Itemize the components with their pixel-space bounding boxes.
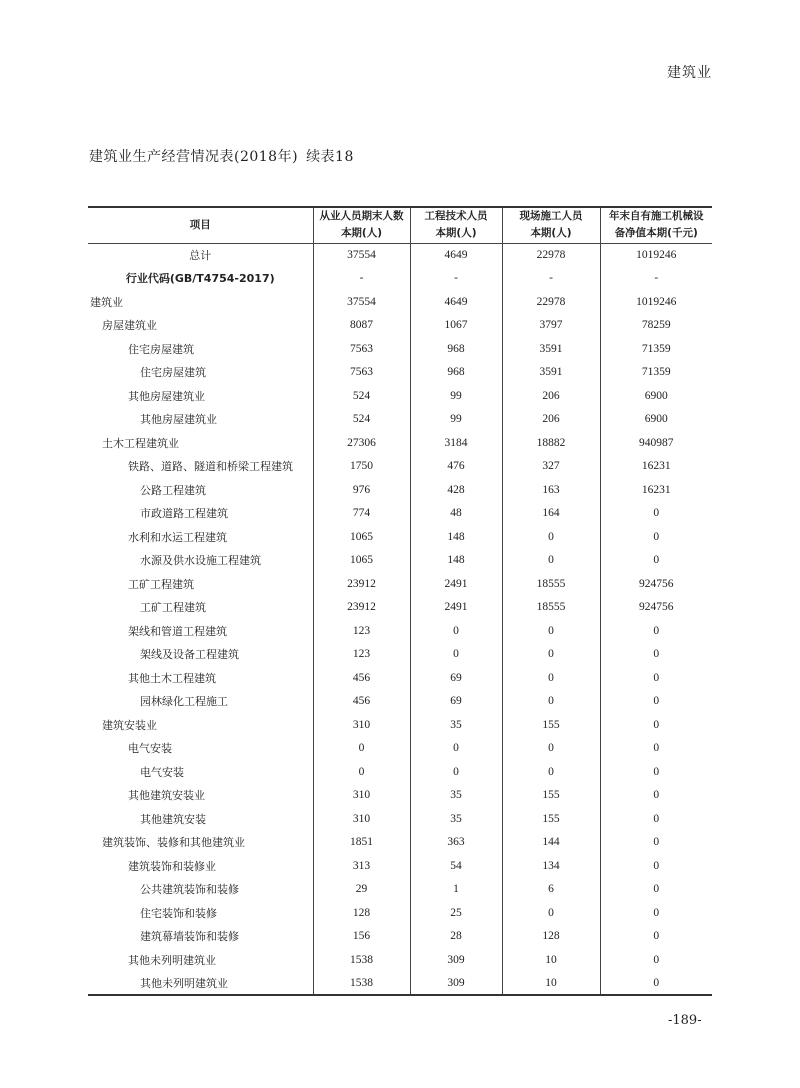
- cell-value: 99: [410, 408, 502, 432]
- cell-value: 155: [502, 807, 600, 831]
- cell-value: 48: [410, 502, 502, 526]
- cell-value: 524: [313, 384, 410, 408]
- cell-value: 428: [410, 478, 502, 502]
- table-row: [88, 478, 712, 502]
- cell-value: 0: [600, 690, 712, 714]
- header-line: 本期(人): [340, 227, 383, 240]
- cell-value: 0: [600, 831, 712, 855]
- cell-value: 0: [502, 643, 600, 667]
- cell-value: 69: [410, 666, 502, 690]
- cell-value: 313: [313, 854, 410, 878]
- row-label: 其他建筑安装: [140, 812, 206, 826]
- table-row: [88, 408, 712, 432]
- table-row: [88, 666, 712, 690]
- cell-value: 0: [502, 549, 600, 573]
- cell-value: 37554: [313, 243, 410, 267]
- cell-value: 4649: [410, 290, 502, 314]
- cell-value: 156: [313, 925, 410, 949]
- header-employees: [313, 207, 410, 243]
- cell-value: 0: [600, 854, 712, 878]
- header-line: 年末自有施工机械设: [609, 210, 704, 223]
- cell-value: 8087: [313, 314, 410, 338]
- row-label: 总计: [189, 249, 212, 262]
- row-label: 建筑装饰、装修和其他建筑业: [102, 836, 245, 850]
- cell-value: 123: [313, 619, 410, 643]
- cell-value: 7563: [313, 337, 410, 361]
- row-label: 水源及供水设施工程建筑: [140, 554, 261, 568]
- row-label: 其他未列明建筑业: [128, 953, 216, 967]
- header-line: 现场施工人员: [519, 210, 583, 223]
- cell-value: 524: [313, 408, 410, 432]
- row-label: 市政道路工程建筑: [140, 507, 228, 521]
- cell-value: 37554: [313, 290, 410, 314]
- cell-value: 123: [313, 643, 410, 667]
- cell-value: 0: [600, 760, 712, 784]
- table-header-row: [88, 207, 712, 243]
- cell-value: 71359: [600, 361, 712, 385]
- cell-value: 0: [600, 737, 712, 761]
- table-row: [88, 525, 712, 549]
- cell-value: 163: [502, 478, 600, 502]
- table-row: [88, 854, 712, 878]
- cell-value: 2491: [410, 572, 502, 596]
- table-row: [88, 901, 712, 925]
- cell-value: 1065: [313, 549, 410, 573]
- cell-value: 310: [313, 807, 410, 831]
- statistics-table: [88, 206, 712, 996]
- cell-value: 71359: [600, 337, 712, 361]
- header-line: 本期(人): [435, 227, 477, 240]
- cell-value: 976: [313, 478, 410, 502]
- table-row: [88, 455, 712, 479]
- cell-value: 310: [313, 784, 410, 808]
- table-row: [88, 502, 712, 526]
- cell-value: 0: [502, 901, 600, 925]
- cell-value: 3591: [502, 337, 600, 361]
- cell-value: 1065: [313, 525, 410, 549]
- cell-value: 0: [502, 619, 600, 643]
- table-title: 建筑业生产经营情况表(2018年): [89, 149, 299, 165]
- cell-value: 309: [410, 972, 502, 996]
- cell-value: 0: [410, 737, 502, 761]
- cell-value: 0: [410, 643, 502, 667]
- cell-value: 18555: [502, 572, 600, 596]
- cell-value: 0: [600, 619, 712, 643]
- cell-value: 18555: [502, 596, 600, 620]
- row-label: 建筑安装业: [102, 718, 157, 732]
- table-row: [88, 948, 712, 972]
- cell-value: 0: [600, 948, 712, 972]
- cell-value: 134: [502, 854, 600, 878]
- cell-value: 0: [600, 643, 712, 667]
- row-label: 建筑幕墙装饰和装修: [140, 930, 239, 944]
- cell-value: 1750: [313, 455, 410, 479]
- cell-value: 0: [502, 760, 600, 784]
- cell-value: 968: [410, 337, 502, 361]
- row-label: 公共建筑装饰和装修: [140, 883, 239, 897]
- cell-value: 29: [313, 878, 410, 902]
- row-label: 公路工程建筑: [140, 483, 206, 497]
- table-row: [88, 267, 712, 291]
- cell-value: -: [313, 267, 410, 291]
- cell-value: 309: [410, 948, 502, 972]
- cell-value: 363: [410, 831, 502, 855]
- cell-value: 28: [410, 925, 502, 949]
- table-row: [88, 314, 712, 338]
- header-site-workers: [502, 207, 600, 243]
- row-label: 园林绿化工程施工: [140, 695, 228, 709]
- cell-value: 1538: [313, 972, 410, 996]
- cell-value: 6: [502, 878, 600, 902]
- cell-value: 924756: [600, 596, 712, 620]
- cell-value: 10: [502, 948, 600, 972]
- cell-value: 10: [502, 972, 600, 996]
- row-label: 其他房屋建筑业: [140, 413, 217, 427]
- cell-value: 1851: [313, 831, 410, 855]
- header-line: 工程技术人员: [424, 210, 488, 223]
- cell-value: 940987: [600, 431, 712, 455]
- cell-value: 78259: [600, 314, 712, 338]
- cell-value: 25: [410, 901, 502, 925]
- table-row: [88, 972, 712, 996]
- table-row: [88, 431, 712, 455]
- table-row: [88, 690, 712, 714]
- cell-value: 144: [502, 831, 600, 855]
- cell-value: 22978: [502, 243, 600, 267]
- cell-value: 4649: [410, 243, 502, 267]
- cell-value: 3797: [502, 314, 600, 338]
- row-label: 住宅房屋建筑: [140, 366, 206, 380]
- cell-value: 0: [502, 666, 600, 690]
- cell-value: 99: [410, 384, 502, 408]
- cell-value: 35: [410, 784, 502, 808]
- cell-value: 1: [410, 878, 502, 902]
- header-technical-staff: [410, 207, 502, 243]
- table-caption: [89, 146, 354, 166]
- table-row: [88, 807, 712, 831]
- row-label: 工矿工程建筑: [140, 601, 206, 615]
- cell-value: 3184: [410, 431, 502, 455]
- row-label: 其他房屋建筑业: [128, 389, 205, 403]
- header-line: 备净值本期(千元): [614, 227, 698, 240]
- cell-value: 0: [600, 502, 712, 526]
- cell-value: 0: [600, 525, 712, 549]
- cell-value: -: [600, 267, 712, 291]
- cell-value: 310: [313, 713, 410, 737]
- cell-value: 128: [313, 901, 410, 925]
- cell-value: 0: [313, 737, 410, 761]
- cell-value: 968: [410, 361, 502, 385]
- cell-value: 0: [600, 901, 712, 925]
- table-row: [88, 549, 712, 573]
- cell-value: 0: [600, 666, 712, 690]
- table-row: [88, 384, 712, 408]
- cell-value: 0: [600, 807, 712, 831]
- cell-value: 0: [502, 690, 600, 714]
- table-row: [88, 760, 712, 784]
- cell-value: 16231: [600, 478, 712, 502]
- cell-value: 206: [502, 384, 600, 408]
- cell-value: 35: [410, 713, 502, 737]
- header-line: 从业人员期末人数: [319, 210, 404, 223]
- table-row: [88, 572, 712, 596]
- table-row: [88, 713, 712, 737]
- cell-value: 69: [410, 690, 502, 714]
- cell-value: 456: [313, 666, 410, 690]
- cell-value: 23912: [313, 572, 410, 596]
- cell-value: 1067: [410, 314, 502, 338]
- cell-value: 35: [410, 807, 502, 831]
- cell-value: 456: [313, 690, 410, 714]
- table-row: [88, 643, 712, 667]
- cell-value: 3591: [502, 361, 600, 385]
- cell-value: 6900: [600, 408, 712, 432]
- cell-value: 0: [502, 525, 600, 549]
- cell-value: 23912: [313, 596, 410, 620]
- table-row: [88, 290, 712, 314]
- cell-value: 54: [410, 854, 502, 878]
- cell-value: 0: [600, 549, 712, 573]
- table-continuation: 续表18: [306, 149, 354, 165]
- table-row: [88, 619, 712, 643]
- table-body: [88, 243, 712, 995]
- cell-value: 0: [600, 713, 712, 737]
- cell-value: 0: [502, 737, 600, 761]
- page-number: -189-: [668, 1013, 702, 1028]
- cell-value: 148: [410, 525, 502, 549]
- cell-value: 0: [313, 760, 410, 784]
- cell-value: 0: [600, 925, 712, 949]
- header-item: [88, 207, 313, 243]
- cell-value: -: [410, 267, 502, 291]
- cell-value: 774: [313, 502, 410, 526]
- row-label: 其他未列明建筑业: [88, 972, 313, 996]
- table-row: [88, 784, 712, 808]
- row-label: 建筑装饰和装修业: [128, 859, 216, 873]
- cell-value: 6900: [600, 384, 712, 408]
- cell-value: 1019246: [600, 290, 712, 314]
- cell-value: 155: [502, 713, 600, 737]
- cell-value: 27306: [313, 431, 410, 455]
- cell-value: 476: [410, 455, 502, 479]
- row-label: 行业代码(GB/T4754-2017): [125, 272, 275, 286]
- row-label: 土木工程建筑业: [102, 436, 179, 450]
- cell-value: 22978: [502, 290, 600, 314]
- row-label: 铁路、道路、隧道和桥梁工程建筑: [128, 460, 293, 474]
- table-row: [88, 831, 712, 855]
- cell-value: 0: [600, 972, 712, 996]
- cell-value: 924756: [600, 572, 712, 596]
- cell-value: 1019246: [600, 243, 712, 267]
- cell-value: 164: [502, 502, 600, 526]
- row-label: 工矿工程建筑: [128, 577, 194, 591]
- cell-value: 18882: [502, 431, 600, 455]
- running-head: 建筑业: [667, 65, 712, 81]
- cell-value: 128: [502, 925, 600, 949]
- row-label: 房屋建筑业: [102, 319, 157, 333]
- cell-value: 0: [600, 784, 712, 808]
- row-label: 其他建筑安装业: [128, 789, 205, 803]
- cell-value: 2491: [410, 596, 502, 620]
- table-row: [88, 878, 712, 902]
- header-machinery-net-value: [600, 207, 712, 243]
- table-row: [88, 337, 712, 361]
- cell-value: 0: [410, 760, 502, 784]
- header-line: 项目: [189, 218, 211, 231]
- row-label: 住宅房屋建筑: [128, 342, 194, 356]
- table-row: [88, 596, 712, 620]
- row-label: 水利和水运工程建筑: [128, 530, 227, 544]
- cell-value: 1538: [313, 948, 410, 972]
- row-label: 住宅装饰和装修: [140, 906, 217, 920]
- table-row: [88, 737, 712, 761]
- cell-value: 148: [410, 549, 502, 573]
- row-label: 建筑业: [90, 295, 123, 309]
- cell-value: 7563: [313, 361, 410, 385]
- cell-value: 0: [600, 878, 712, 902]
- cell-value: 16231: [600, 455, 712, 479]
- cell-value: 155: [502, 784, 600, 808]
- cell-value: 206: [502, 408, 600, 432]
- table-row: [88, 925, 712, 949]
- cell-value: -: [502, 267, 600, 291]
- row-label: 架线和管道工程建筑: [128, 624, 227, 638]
- table-row: [88, 243, 712, 267]
- row-label: 电气安装: [128, 742, 172, 756]
- table-row: [88, 361, 712, 385]
- header-line: 本期(人): [530, 227, 572, 240]
- row-label: 架线及设备工程建筑: [140, 648, 239, 662]
- row-label: 电气安装: [140, 765, 184, 779]
- row-label: 其他土木工程建筑: [128, 671, 216, 685]
- cell-value: 327: [502, 455, 600, 479]
- cell-value: 0: [410, 619, 502, 643]
